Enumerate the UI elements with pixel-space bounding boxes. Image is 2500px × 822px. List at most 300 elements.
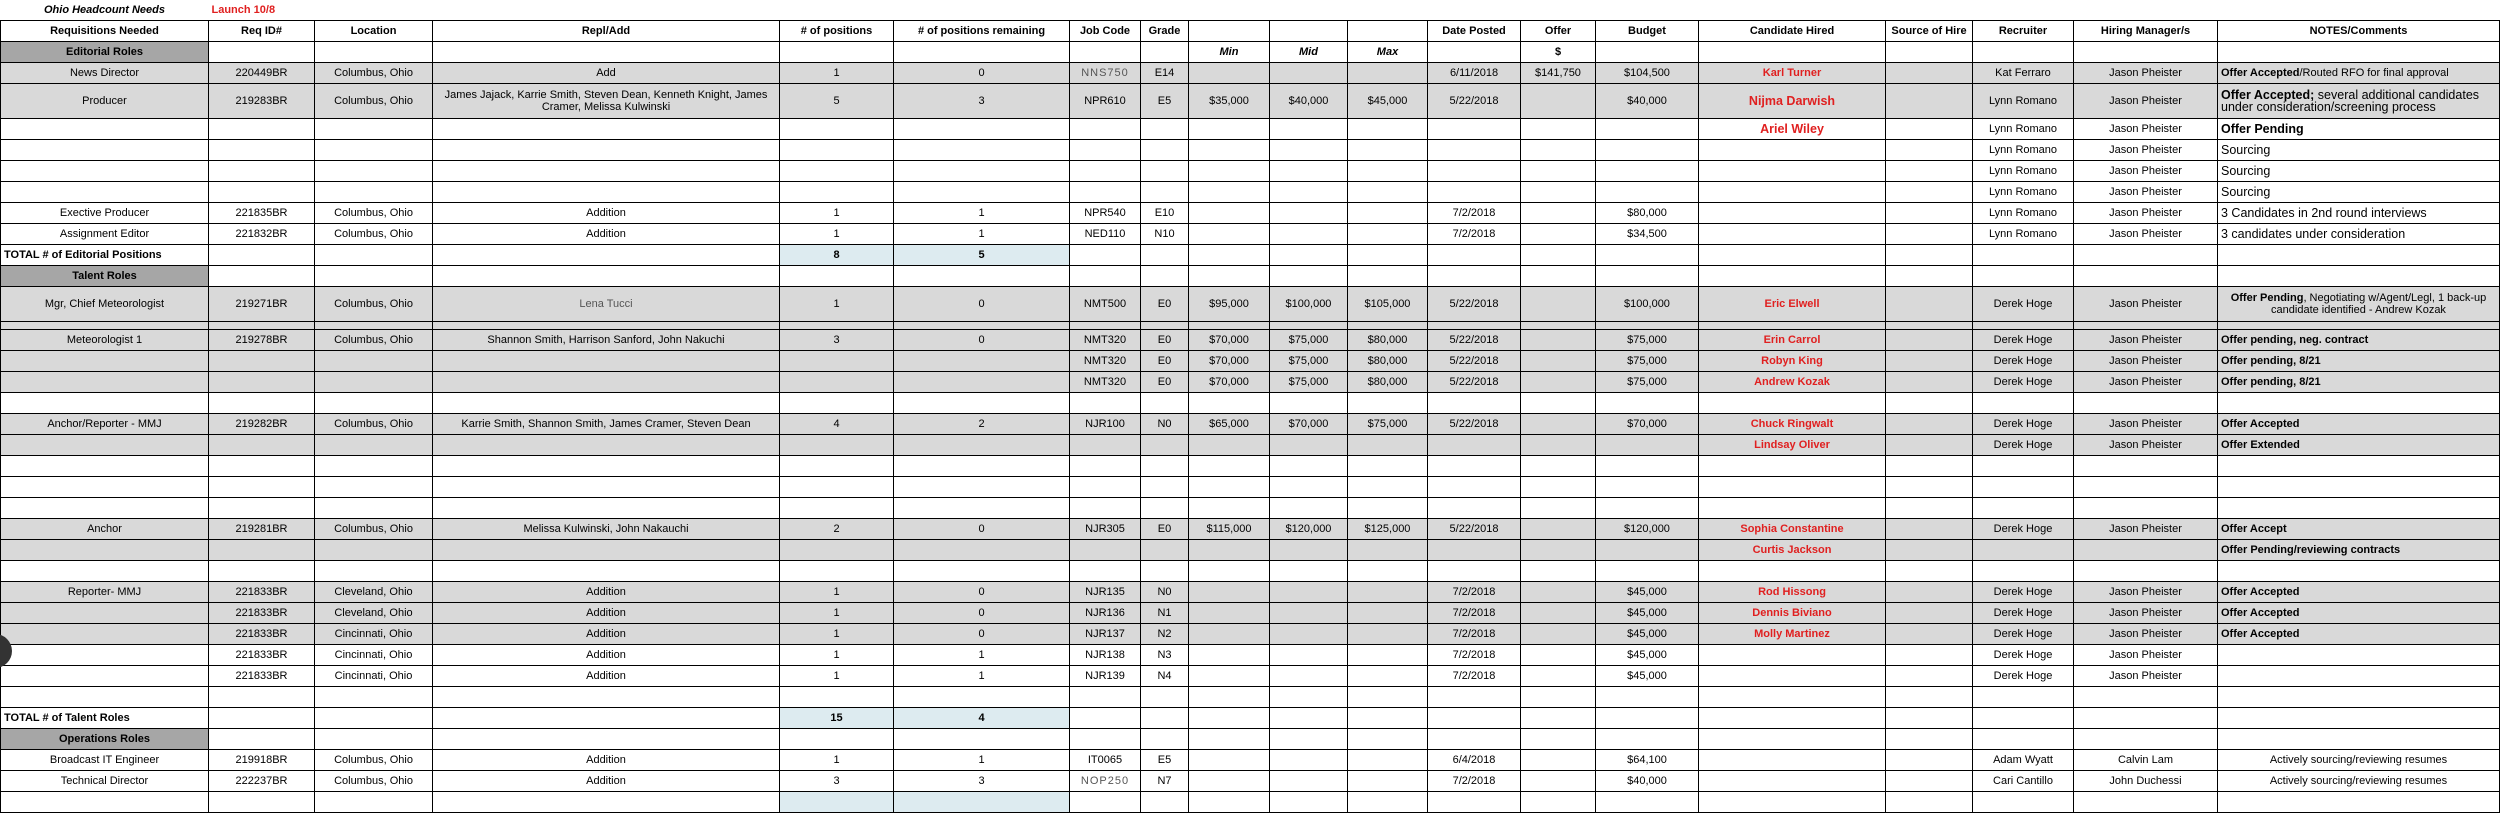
- cell[interactable]: 0: [894, 287, 1070, 322]
- cell[interactable]: Eric Elwell: [1699, 287, 1886, 322]
- cell[interactable]: NMT320: [1070, 372, 1141, 393]
- cell[interactable]: Lynn Romano: [1973, 84, 2074, 119]
- cell[interactable]: Addition: [433, 666, 780, 687]
- column-header[interactable]: Source of Hire: [1886, 21, 1973, 42]
- cell[interactable]: 221835BR: [209, 203, 315, 224]
- cell[interactable]: Dennis Biviano: [1699, 603, 1886, 624]
- cell[interactable]: Jason Pheister: [2074, 435, 2218, 456]
- cell[interactable]: 7/2/2018: [1428, 771, 1521, 792]
- cell[interactable]: [1886, 63, 1973, 84]
- cell[interactable]: Derek Hoge: [1973, 287, 2074, 322]
- cell[interactable]: Jason Pheister: [2074, 224, 2218, 245]
- cell[interactable]: 0: [894, 519, 1070, 540]
- cell[interactable]: 1: [894, 750, 1070, 771]
- cell[interactable]: 1: [780, 624, 894, 645]
- cell[interactable]: Columbus, Ohio: [315, 203, 433, 224]
- cell[interactable]: 1: [894, 666, 1070, 687]
- cell[interactable]: N1: [1141, 603, 1189, 624]
- cell[interactable]: Addition: [433, 582, 780, 603]
- cell[interactable]: Nijma Darwish: [1699, 84, 1886, 119]
- cell[interactable]: $70,000: [1189, 330, 1270, 351]
- notes-cell[interactable]: Sourcing: [2218, 182, 2500, 203]
- cell[interactable]: [1189, 21, 1270, 42]
- cell[interactable]: James Jajack, Karrie Smith, Steven Dean, Kenneth Knight, James Cramer, Melissa Kulwinski: [433, 84, 780, 119]
- cell[interactable]: 7/2/2018: [1428, 203, 1521, 224]
- notes-cell[interactable]: [2218, 84, 2500, 119]
- cell[interactable]: Lynn Romano: [1973, 203, 2074, 224]
- column-header[interactable]: # of positions remaining: [894, 21, 1070, 42]
- cell[interactable]: Derek Hoge: [1973, 624, 2074, 645]
- cell[interactable]: Erin Carrol: [1699, 330, 1886, 351]
- cell[interactable]: N10: [1141, 224, 1189, 245]
- cell[interactable]: NMT320: [1070, 330, 1141, 351]
- cell[interactable]: 0: [894, 624, 1070, 645]
- column-header[interactable]: Budget: [1596, 21, 1699, 42]
- cell[interactable]: E10: [1141, 203, 1189, 224]
- offer-unit[interactable]: $: [1521, 42, 1596, 63]
- cell[interactable]: 7/2/2018: [1428, 666, 1521, 687]
- cell[interactable]: [1189, 63, 1270, 84]
- cell[interactable]: [1348, 63, 1428, 84]
- cell[interactable]: Derek Hoge: [1973, 603, 2074, 624]
- cell[interactable]: Jason Pheister: [2074, 63, 2218, 84]
- cell[interactable]: E0: [1141, 287, 1189, 322]
- cell[interactable]: Columbus, Ohio: [315, 519, 433, 540]
- cell[interactable]: 1: [780, 287, 894, 322]
- notes-cell[interactable]: Offer Pending/reviewing contracts: [2218, 540, 2500, 561]
- cell[interactable]: $40,000: [1596, 771, 1699, 792]
- cell[interactable]: Columbus, Ohio: [315, 771, 433, 792]
- cell[interactable]: Jason Pheister: [2074, 582, 2218, 603]
- cell[interactable]: Derek Hoge: [1973, 372, 2074, 393]
- cell[interactable]: Jason Pheister: [2074, 203, 2218, 224]
- cell[interactable]: NMT320: [1070, 351, 1141, 372]
- notes-cell[interactable]: Offer pending, 8/21: [2218, 372, 2500, 393]
- cell[interactable]: $75,000: [1348, 414, 1428, 435]
- column-header[interactable]: Grade: [1141, 21, 1189, 42]
- notes-cell[interactable]: [2218, 287, 2500, 322]
- cell[interactable]: 221833BR: [209, 645, 315, 666]
- max-header[interactable]: Max: [1348, 42, 1428, 63]
- cell[interactable]: Jason Pheister: [2074, 603, 2218, 624]
- cell[interactable]: Cleveland, Ohio: [315, 603, 433, 624]
- cell[interactable]: 0: [894, 582, 1070, 603]
- cell[interactable]: Columbus, Ohio: [315, 330, 433, 351]
- cell[interactable]: $125,000: [1348, 519, 1428, 540]
- cell[interactable]: Anchor: [1, 519, 209, 540]
- cell[interactable]: NOP250: [1070, 771, 1141, 792]
- column-header[interactable]: # of positions: [780, 21, 894, 42]
- cell[interactable]: Columbus, Ohio: [315, 63, 433, 84]
- notes-cell[interactable]: Offer Accepted: [2218, 624, 2500, 645]
- cell[interactable]: 1: [780, 666, 894, 687]
- cell[interactable]: E0: [1141, 330, 1189, 351]
- cell[interactable]: $80,000: [1348, 330, 1428, 351]
- cell[interactable]: 1: [780, 645, 894, 666]
- cell[interactable]: Derek Hoge: [1973, 666, 2074, 687]
- cell[interactable]: Jason Pheister: [2074, 666, 2218, 687]
- cell[interactable]: 1: [780, 582, 894, 603]
- cell[interactable]: $45,000: [1596, 666, 1699, 687]
- cell[interactable]: $64,100: [1596, 750, 1699, 771]
- total-positions[interactable]: 15: [780, 708, 894, 729]
- cell[interactable]: 5/22/2018: [1428, 330, 1521, 351]
- cell[interactable]: 5/22/2018: [1428, 84, 1521, 119]
- total-row: [1, 708, 2500, 729]
- cell[interactable]: 1: [780, 203, 894, 224]
- cell[interactable]: NJR135: [1070, 582, 1141, 603]
- cell[interactable]: 5/22/2018: [1428, 287, 1521, 322]
- cell[interactable]: Addition: [433, 771, 780, 792]
- cell[interactable]: $95,000: [1189, 287, 1270, 322]
- cell[interactable]: 219282BR: [209, 414, 315, 435]
- cell[interactable]: $115,000: [1189, 519, 1270, 540]
- cell[interactable]: Producer: [1, 84, 209, 119]
- cell[interactable]: $40,000: [1596, 84, 1699, 119]
- table-row: [1, 322, 2500, 330]
- cell[interactable]: Broadcast IT Engineer: [1, 750, 209, 771]
- cell[interactable]: 221832BR: [209, 224, 315, 245]
- cell[interactable]: Andrew Kozak: [1699, 372, 1886, 393]
- cell[interactable]: [1348, 21, 1428, 42]
- cell[interactable]: Columbus, Ohio: [315, 414, 433, 435]
- cell[interactable]: Add: [433, 63, 780, 84]
- cell[interactable]: News Director: [1, 63, 209, 84]
- cell[interactable]: NMT500: [1070, 287, 1141, 322]
- cell[interactable]: $45,000: [1596, 582, 1699, 603]
- cell[interactable]: $70,000: [1596, 414, 1699, 435]
- cell[interactable]: E14: [1141, 63, 1189, 84]
- cell[interactable]: Cari Cantillo: [1973, 771, 2074, 792]
- cell[interactable]: Exective Producer: [1, 203, 209, 224]
- cell[interactable]: 3: [780, 330, 894, 351]
- cell[interactable]: 0: [894, 603, 1070, 624]
- cell[interactable]: Jason Pheister: [2074, 351, 2218, 372]
- cell[interactable]: Robyn King: [1699, 351, 1886, 372]
- cell[interactable]: 222237BR: [209, 771, 315, 792]
- cell[interactable]: 221833BR: [209, 582, 315, 603]
- cell[interactable]: Kat Ferraro: [1973, 63, 2074, 84]
- cell[interactable]: Jason Pheister: [2074, 182, 2218, 203]
- cell[interactable]: $70,000: [1189, 351, 1270, 372]
- min-header[interactable]: Min: [1189, 42, 1270, 63]
- cell[interactable]: 7/2/2018: [1428, 624, 1521, 645]
- cell[interactable]: E0: [1141, 372, 1189, 393]
- cell[interactable]: NJR138: [1070, 645, 1141, 666]
- cell[interactable]: N4: [1141, 666, 1189, 687]
- cell[interactable]: 7/2/2018: [1428, 224, 1521, 245]
- cell[interactable]: Jason Pheister: [2074, 330, 2218, 351]
- cell[interactable]: Calvin Lam: [2074, 750, 2218, 771]
- cell[interactable]: NPR540: [1070, 203, 1141, 224]
- cell[interactable]: 5/22/2018: [1428, 414, 1521, 435]
- cell[interactable]: Lena Tucci: [433, 287, 780, 322]
- column-header[interactable]: Date Posted: [1428, 21, 1521, 42]
- cell[interactable]: $105,000: [1348, 287, 1428, 322]
- cell[interactable]: Columbus, Ohio: [315, 224, 433, 245]
- cell[interactable]: 219278BR: [209, 330, 315, 351]
- cell[interactable]: 3: [894, 84, 1070, 119]
- cell[interactable]: 219281BR: [209, 519, 315, 540]
- cell[interactable]: 1: [894, 203, 1070, 224]
- cell[interactable]: Derek Hoge: [1973, 582, 2074, 603]
- notes-cell[interactable]: Actively sourcing/reviewing resumes: [2218, 750, 2500, 771]
- column-header[interactable]: NOTES/Comments: [2218, 21, 2500, 42]
- cell[interactable]: 1: [894, 224, 1070, 245]
- cell[interactable]: Meteorologist 1: [1, 330, 209, 351]
- cell[interactable]: 4: [780, 414, 894, 435]
- cell[interactable]: Jason Pheister: [2074, 519, 2218, 540]
- cell[interactable]: Curtis Jackson: [1699, 540, 1886, 561]
- cell[interactable]: E0: [1141, 519, 1189, 540]
- cell[interactable]: E5: [1141, 84, 1189, 119]
- notes-cell[interactable]: Offer Extended: [2218, 435, 2500, 456]
- cell[interactable]: Sophia Constantine: [1699, 519, 1886, 540]
- notes-cell[interactable]: Offer pending, neg. contract: [2218, 330, 2500, 351]
- cell[interactable]: Molly Martinez: [1699, 624, 1886, 645]
- cell[interactable]: $75,000: [1270, 372, 1348, 393]
- notes-cell[interactable]: Offer Pending: [2218, 119, 2500, 140]
- total-remaining[interactable]: 4: [894, 708, 1070, 729]
- cell[interactable]: $45,000: [1596, 603, 1699, 624]
- cell[interactable]: Derek Hoge: [1973, 435, 2074, 456]
- cell[interactable]: [1270, 21, 1348, 42]
- cell[interactable]: Derek Hoge: [1973, 351, 2074, 372]
- cell[interactable]: $45,000: [1596, 624, 1699, 645]
- cell[interactable]: $120,000: [1270, 519, 1348, 540]
- column-header[interactable]: Requisitions Needed: [1, 21, 209, 42]
- cell[interactable]: 219271BR: [209, 287, 315, 322]
- cell[interactable]: Columbus, Ohio: [315, 287, 433, 322]
- cell[interactable]: Addition: [433, 203, 780, 224]
- cell[interactable]: Jason Pheister: [2074, 119, 2218, 140]
- cell[interactable]: 221833BR: [209, 603, 315, 624]
- notes-cell[interactable]: [2218, 63, 2500, 84]
- cell[interactable]: $120,000: [1596, 519, 1699, 540]
- cell[interactable]: Rod Hissong: [1699, 582, 1886, 603]
- section-label[interactable]: Talent Roles: [1, 266, 209, 287]
- cell[interactable]: Columbus, Ohio: [315, 84, 433, 119]
- column-header[interactable]: Candidate Hired: [1699, 21, 1886, 42]
- cell[interactable]: $65,000: [1189, 414, 1270, 435]
- cell[interactable]: $35,000: [1189, 84, 1270, 119]
- cell[interactable]: N0: [1141, 582, 1189, 603]
- cell[interactable]: Chuck Ringwalt: [1699, 414, 1886, 435]
- cell[interactable]: Derek Hoge: [1973, 519, 2074, 540]
- cell[interactable]: 0: [894, 330, 1070, 351]
- column-header[interactable]: Job Code: [1070, 21, 1141, 42]
- cell[interactable]: Cincinnati, Ohio: [315, 666, 433, 687]
- cell[interactable]: Cleveland, Ohio: [315, 582, 433, 603]
- cell[interactable]: 6/11/2018: [1428, 63, 1521, 84]
- cell[interactable]: Derek Hoge: [1973, 645, 2074, 666]
- cell[interactable]: NJR139: [1070, 666, 1141, 687]
- cell[interactable]: Addition: [433, 624, 780, 645]
- table-row: [1, 393, 2500, 414]
- cell[interactable]: N7: [1141, 771, 1189, 792]
- cell[interactable]: Karrie Smith, Shannon Smith, James Cramer, Steven Dean: [433, 414, 780, 435]
- cell[interactable]: NJR100: [1070, 414, 1141, 435]
- sheet-title: Ohio Headcount Needs: [43, 4, 166, 16]
- cell[interactable]: 7/2/2018: [1428, 603, 1521, 624]
- cell[interactable]: 1: [780, 750, 894, 771]
- notes-cell[interactable]: Sourcing: [2218, 161, 2500, 182]
- cell[interactable]: Lynn Romano: [1973, 182, 2074, 203]
- cell[interactable]: N0: [1141, 414, 1189, 435]
- cell[interactable]: Reporter- MMJ: [1, 582, 209, 603]
- cell[interactable]: 5/22/2018: [1428, 372, 1521, 393]
- cell[interactable]: Adam Wyatt: [1973, 750, 2074, 771]
- cell[interactable]: $70,000: [1189, 372, 1270, 393]
- cell[interactable]: 3: [780, 771, 894, 792]
- cell[interactable]: $104,500: [1596, 63, 1699, 84]
- cell[interactable]: 221833BR: [209, 666, 315, 687]
- cell[interactable]: N3: [1141, 645, 1189, 666]
- cell[interactable]: Assignment Editor: [1, 224, 209, 245]
- section-row: [1, 266, 2500, 287]
- table-row: [1, 624, 2500, 645]
- cell[interactable]: Jason Pheister: [2074, 645, 2218, 666]
- cell[interactable]: 1: [780, 63, 894, 84]
- cell[interactable]: $45,000: [1348, 84, 1428, 119]
- cell[interactable]: 7/2/2018: [1428, 645, 1521, 666]
- total-remaining[interactable]: 5: [894, 245, 1070, 266]
- cell[interactable]: 221833BR: [209, 624, 315, 645]
- cell[interactable]: 220449BR: [209, 63, 315, 84]
- cell[interactable]: $45,000: [1596, 645, 1699, 666]
- column-header[interactable]: Recruiter: [1973, 21, 2074, 42]
- cell[interactable]: Derek Hoge: [1973, 414, 2074, 435]
- cell[interactable]: Jason Pheister: [2074, 161, 2218, 182]
- cell[interactable]: $141,750: [1521, 63, 1596, 84]
- cell[interactable]: NJR137: [1070, 624, 1141, 645]
- cell[interactable]: Derek Hoge: [1973, 330, 2074, 351]
- cell[interactable]: Shannon Smith, Harrison Sanford, John Nakuchi: [433, 330, 780, 351]
- notes-cell[interactable]: 3 candidates under consideration: [2218, 224, 2500, 245]
- cell[interactable]: NJR305: [1070, 519, 1141, 540]
- cell[interactable]: [1270, 63, 1348, 84]
- section-label[interactable]: Editorial Roles: [1, 42, 209, 63]
- cell[interactable]: Addition: [433, 645, 780, 666]
- total-label[interactable]: TOTAL # of Editorial Positions: [1, 245, 209, 266]
- cell[interactable]: $75,000: [1596, 372, 1699, 393]
- cell[interactable]: 1: [894, 645, 1070, 666]
- cell[interactable]: Lynn Romano: [1973, 140, 2074, 161]
- mid-header[interactable]: Mid: [1270, 42, 1348, 63]
- cell[interactable]: Technical Director: [1, 771, 209, 792]
- cell[interactable]: 6/4/2018: [1428, 750, 1521, 771]
- cell[interactable]: 2: [780, 519, 894, 540]
- cell[interactable]: Lynn Romano: [1973, 224, 2074, 245]
- cell[interactable]: 1: [780, 224, 894, 245]
- column-header[interactable]: Offer: [1521, 21, 1596, 42]
- cell[interactable]: 5/22/2018: [1428, 351, 1521, 372]
- cell[interactable]: 7/2/2018: [1428, 582, 1521, 603]
- cell[interactable]: Jason Pheister: [2074, 287, 2218, 322]
- cell[interactable]: John Duchessi: [2074, 771, 2218, 792]
- cell[interactable]: $80,000: [1596, 203, 1699, 224]
- cell[interactable]: Anchor/Reporter - MMJ: [1, 414, 209, 435]
- cell[interactable]: NPR610: [1070, 84, 1141, 119]
- cell[interactable]: $100,000: [1596, 287, 1699, 322]
- cell[interactable]: NNS750: [1070, 63, 1141, 84]
- cell[interactable]: $80,000: [1348, 372, 1428, 393]
- cell[interactable]: $40,000: [1270, 84, 1348, 119]
- cell[interactable]: [1886, 84, 1973, 119]
- total-label[interactable]: TOTAL # of Talent Roles: [1, 708, 209, 729]
- cell[interactable]: 219283BR: [209, 84, 315, 119]
- cell[interactable]: $75,000: [1596, 330, 1699, 351]
- cell[interactable]: Jason Pheister: [2074, 84, 2218, 119]
- notes-cell[interactable]: Offer Accepted: [2218, 603, 2500, 624]
- cell[interactable]: $75,000: [1270, 351, 1348, 372]
- notes-cell[interactable]: Offer pending, 8/21: [2218, 351, 2500, 372]
- notes-cell[interactable]: Offer Accepted: [2218, 582, 2500, 603]
- notes-cell[interactable]: Actively sourcing/reviewing resumes: [2218, 771, 2500, 792]
- section-label[interactable]: Operations Roles: [1, 729, 209, 750]
- cell[interactable]: $75,000: [1596, 351, 1699, 372]
- cell[interactable]: Jason Pheister: [2074, 372, 2218, 393]
- cell[interactable]: Mgr, Chief Meteorologist: [1, 287, 209, 322]
- cell[interactable]: Lynn Romano: [1973, 119, 2074, 140]
- cell[interactable]: Columbus, Ohio: [315, 750, 433, 771]
- cell[interactable]: $80,000: [1348, 351, 1428, 372]
- notes-cell[interactable]: Sourcing: [2218, 140, 2500, 161]
- cell[interactable]: Addition: [433, 603, 780, 624]
- cell[interactable]: Lindsay Oliver: [1699, 435, 1886, 456]
- column-header[interactable]: Hiring Manager/s: [2074, 21, 2218, 42]
- cell[interactable]: $75,000: [1270, 330, 1348, 351]
- cell[interactable]: 3: [894, 771, 1070, 792]
- cell[interactable]: Cincinnati, Ohio: [315, 624, 433, 645]
- column-header[interactable]: Req ID#: [209, 21, 315, 42]
- cell[interactable]: NJR136: [1070, 603, 1141, 624]
- cell[interactable]: Jason Pheister: [2074, 414, 2218, 435]
- cell[interactable]: Addition: [433, 224, 780, 245]
- total-positions[interactable]: 8: [780, 245, 894, 266]
- notes-cell[interactable]: 3 Candidates in 2nd round interviews: [2218, 203, 2500, 224]
- cell[interactable]: NED110: [1070, 224, 1141, 245]
- cell[interactable]: 1: [780, 603, 894, 624]
- cell[interactable]: 0: [894, 63, 1070, 84]
- column-header[interactable]: Repl/Add: [433, 21, 780, 42]
- cell[interactable]: Karl Turner: [1699, 63, 1886, 84]
- column-header[interactable]: Location: [315, 21, 433, 42]
- cell[interactable]: 2: [894, 414, 1070, 435]
- cell[interactable]: $100,000: [1270, 287, 1348, 322]
- cell[interactable]: E0: [1141, 351, 1189, 372]
- cell[interactable]: IT0065: [1070, 750, 1141, 771]
- cell[interactable]: $70,000: [1270, 414, 1348, 435]
- cell[interactable]: N2: [1141, 624, 1189, 645]
- cell[interactable]: $34,500: [1596, 224, 1699, 245]
- cell[interactable]: Melissa Kulwinski, John Nakauchi: [433, 519, 780, 540]
- cell[interactable]: Addition: [433, 750, 780, 771]
- cell[interactable]: Jason Pheister: [2074, 140, 2218, 161]
- cell[interactable]: Cincinnati, Ohio: [315, 645, 433, 666]
- notes-cell[interactable]: Offer Accept: [2218, 519, 2500, 540]
- cell[interactable]: 219918BR: [209, 750, 315, 771]
- table-row: [1, 540, 2500, 561]
- cell[interactable]: 5: [780, 84, 894, 119]
- cell[interactable]: 5/22/2018: [1428, 519, 1521, 540]
- cell[interactable]: [1521, 84, 1596, 119]
- notes-cell[interactable]: Offer Accepted: [2218, 414, 2500, 435]
- cell[interactable]: Lynn Romano: [1973, 161, 2074, 182]
- cell[interactable]: E5: [1141, 750, 1189, 771]
- cell[interactable]: Jason Pheister: [2074, 624, 2218, 645]
- cell[interactable]: Ariel Wiley: [1699, 119, 1886, 140]
